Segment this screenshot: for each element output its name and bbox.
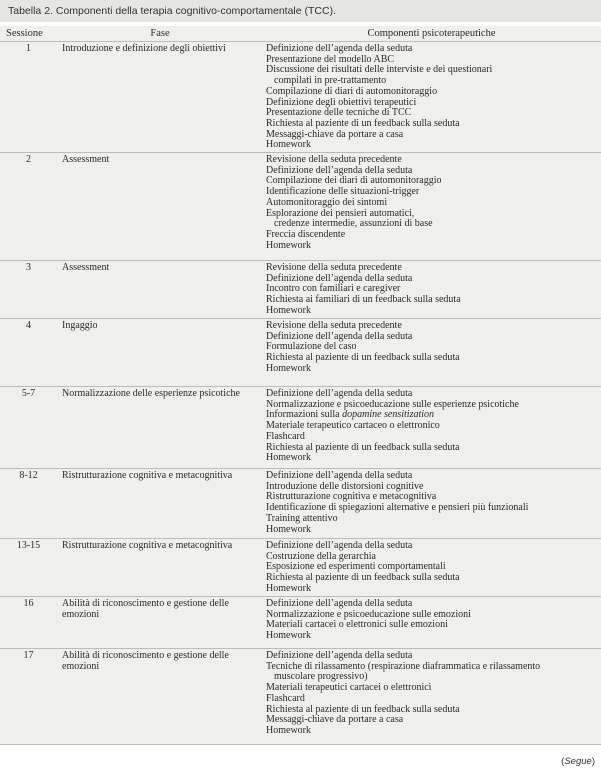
session-cell: 3 [0,261,58,319]
component-item-text: Revisione della seduta precedente [266,154,402,166]
component-item-text: compilati in pre-trattamento [274,75,387,87]
table-row [0,469,601,539]
component-item-text: Materiale terapeutico cartaceo o elettronico [266,420,440,432]
phase-cell [58,649,262,745]
component-item-text: Presentazione del modello ABC [266,53,395,65]
component-item-text: Training attentivo [266,512,338,524]
phase-text: Assessment [62,262,110,274]
header-phase: Fase [58,26,262,42]
phase-text: Abilità di riconoscimento e gestione delle emozioni [62,598,229,620]
component-item [266,140,599,151]
table-body [0,42,601,745]
continued-open-paren: ( [561,756,565,767]
component-item-emphasis: dopamine sensitization [342,409,435,421]
component-item-text: Homework [266,452,311,464]
component-item-text: Messaggi-chiave da portare a casa [266,128,404,140]
component-item [266,130,599,141]
phase-cell [58,597,262,649]
session-cell: 8-12 [0,469,58,539]
component-item-text: Materiali cartacei o elettronici sulle emozioni [266,619,448,631]
table-row [0,261,601,319]
component-item [266,353,599,364]
component-item [266,364,599,375]
component-item-text: Definizione degli obiettivi terapeutici [266,96,417,108]
components-cell [262,469,601,539]
component-item-text: Homework [266,630,311,642]
session-cell: 17 [0,649,58,745]
component-item [266,306,599,317]
component-item-text: Richiesta ai familiari di un feedback sulla seduta [266,294,461,306]
component-item-text: Revisione della seduta precedente [266,262,402,274]
phase-text: Ristrutturazione cognitiva e metacognitiva [62,470,233,482]
continued-label: Segue [564,756,592,767]
session-cell: 1 [0,42,58,153]
component-item-text: Flashcard [266,430,305,442]
component-item [266,726,599,737]
session-cell: 4 [0,319,58,387]
continued-close-paren: ) [591,756,595,767]
component-item-text: Richiesta al paziente di un feedback sulla seduta [266,572,460,584]
session-cell: 2 [0,153,58,261]
component-item-text: Flashcard [266,692,305,704]
component-item-text: Homework [266,139,311,151]
components-cell [262,42,601,153]
component-item-text: Richiesta al paziente di un feedback sulla seduta [266,352,460,364]
table-row [0,42,601,153]
table-row [0,539,601,597]
component-item [266,525,599,536]
component-item-text: Homework [266,523,311,535]
component-item-text: Compilazione di diari di automonitoraggio [266,85,438,97]
components-cell [262,319,601,387]
table-row [0,597,601,649]
component-item [266,241,599,252]
table-row [0,153,601,261]
component-item-text: Esposizione ed esperimenti comportamentali [266,561,446,573]
session-cell: 5-7 [0,387,58,469]
phase-cell [58,387,262,469]
component-item-text: Definizione dell’agenda della seduta [266,272,413,284]
phase-cell [58,469,262,539]
component-item-text: Freccia discendente [266,228,346,240]
component-item-text: Identificazione di spiegazioni alternative e pensieri più funzionali [266,502,529,514]
component-item-text: Messaggi-chiave da portare a casa [266,714,404,726]
header-components: Componenti psicoterapeutiche [262,26,601,42]
component-item-text: Informazioni sulla [266,409,343,421]
component-item-text: Presentazione delle tecniche di TCC [266,107,412,119]
components-cell [262,649,601,745]
component-item-text: Richiesta al paziente di un feedback sulla seduta [266,703,460,715]
component-item-text: Definizione dell’agenda della seduta [266,43,413,54]
components-cell [262,387,601,469]
component-item-text: Definizione dell’agenda della seduta [266,388,413,400]
session-cell: 16 [0,597,58,649]
component-item-text: Formulazione del caso [266,341,357,353]
phase-cell [58,42,262,153]
component-item-text: Normalizzazione e psicoeducazione sulle emozioni [266,608,471,620]
table-caption: Tabella 2. Componenti della terapia cognitivo-comportamentale (TCC). [0,0,601,22]
component-item-text: Richiesta al paziente di un feedback sulla seduta [266,117,460,129]
component-item [266,514,599,525]
component-item-text: Definizione dell’agenda della seduta [266,540,413,552]
component-item [266,421,599,432]
table-row [0,649,601,745]
component-item-text: Costruzione della gerarchia [266,550,376,562]
component-item-text: Automonitoraggio dei sintomi [266,196,388,208]
table-header-row [0,26,601,42]
component-item [266,453,599,464]
component-item-text: Normalizzazione e psicoeducazione sulle esperienze psicotiche [266,398,519,410]
therapy-table-container [0,26,601,745]
component-item [266,573,599,584]
component-item-text: Revisione della seduta precedente [266,320,402,332]
component-item-text: Definizione dell’agenda della seduta [266,650,413,662]
component-item-text: Discussione dei risultati delle interviste e dei questionari [266,64,493,76]
component-item [266,443,599,454]
component-item-text: Tecniche di rilassamento (respirazione diaframmatica e rilassamento [266,660,541,672]
component-item-text: Definizione dell’agenda della seduta [266,598,413,610]
components-cell [262,597,601,649]
component-item [266,584,599,595]
phase-cell [58,261,262,319]
components-cell [262,539,601,597]
header-session: Sessione [0,26,58,42]
component-item [266,620,599,631]
component-item-text: Homework [266,724,311,736]
component-item-text: Materiali terapeutici cartacei o elettronici [266,682,432,694]
phase-text: Normalizzazione delle esperienze psicotiche [62,388,240,400]
phase-text: Ingaggio [62,320,98,332]
component-item-text: Introduzione delle distorsioni cognitive [266,480,424,492]
phase-text: Introduzione e definizione degli obiettivi [62,43,226,54]
component-item-text: muscolare progressivo) [274,671,368,683]
component-item-text: Homework [266,582,311,594]
therapy-components-table [0,26,601,745]
phase-text: Ristrutturazione cognitiva e metacognitiva [62,540,233,552]
component-item-text: Identificazione delle situazioni-trigger [266,186,420,198]
phase-cell [58,539,262,597]
phase-cell [58,153,262,261]
component-item-text: Definizione dell’agenda della seduta [266,330,413,342]
component-item-text: Incontro con familiari e caregiver [266,283,401,295]
component-item-text: credenze intermedie, assunzioni di base [274,218,433,230]
component-item-text: Homework [266,304,311,316]
component-item-text: Definizione dell’agenda della seduta [266,164,413,176]
components-cell [262,261,601,319]
table-row [0,387,601,469]
component-item [266,295,599,306]
phase-cell [58,319,262,387]
component-item-text: Esplorazione dei pensieri automatici, [266,207,415,219]
components-cell [262,153,601,261]
component-item [266,683,599,694]
component-item-text: Homework [266,239,311,251]
phase-text: Assessment [62,154,110,166]
component-item-text: Compilazione dei diari di automonitoraggio [266,175,442,187]
component-item [266,631,599,642]
component-item-text: Richiesta al paziente di un feedback sulla seduta [266,441,460,453]
component-item-text: Homework [266,362,311,374]
component-item-text: Ristrutturazione cognitiva e metacognitiva [266,491,437,503]
session-cell: 13-15 [0,539,58,597]
continued-note [561,756,595,767]
phase-text: Abilità di riconoscimento e gestione delle emozioni [62,650,229,672]
component-item-text: Definizione dell’agenda della seduta [266,470,413,482]
table-row [0,319,601,387]
component-item [266,715,599,726]
component-item [266,230,599,241]
